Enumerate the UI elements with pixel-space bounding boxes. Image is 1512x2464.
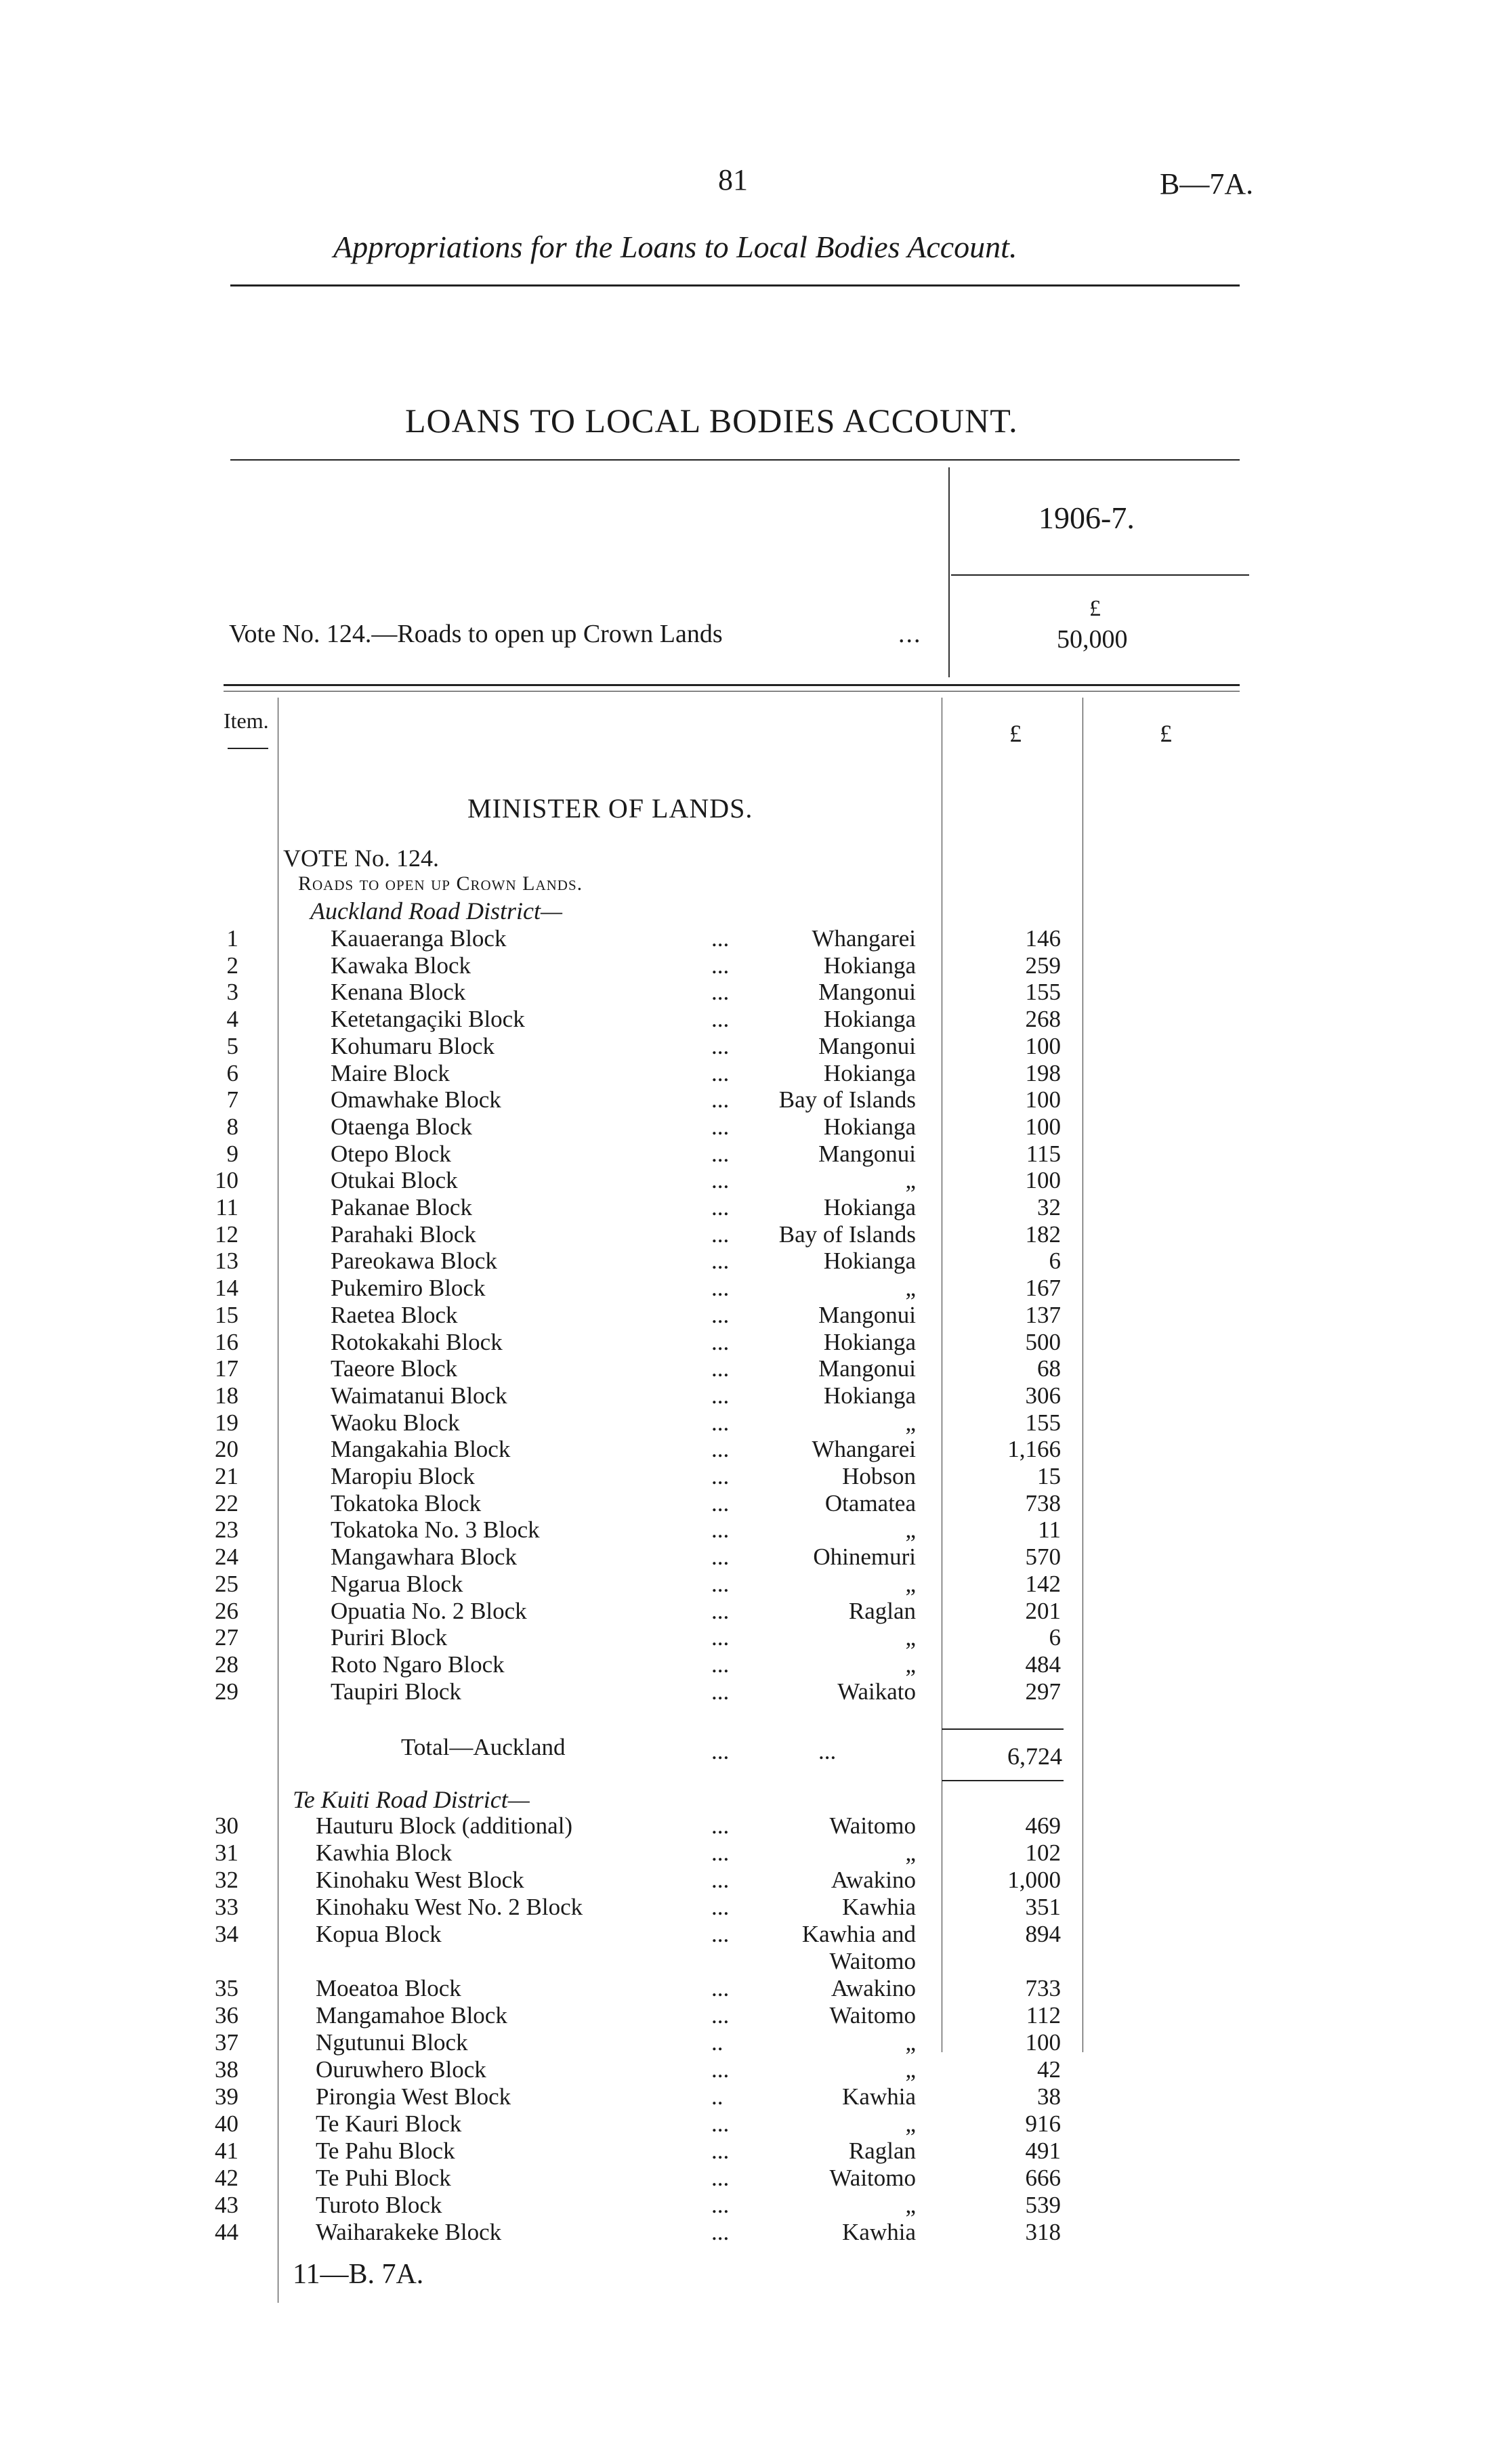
amount: 297 — [1025, 1678, 1061, 1705]
amount: 182 — [1025, 1220, 1061, 1248]
block-name: Mangawhara Block — [331, 1544, 518, 1571]
block-name: Maire Block — [331, 1059, 450, 1086]
road-district: Bay of Islands — [778, 1220, 916, 1248]
amount: 100 — [1025, 1086, 1061, 1113]
amount: 351 — [1025, 1894, 1061, 1920]
table-row — [0, 1248, 1512, 1275]
amount: 318 — [1025, 2219, 1061, 2245]
minister-heading: MINISTER OF LANDS. — [467, 793, 753, 824]
road-district: Hokianga — [823, 1248, 916, 1275]
amount: 484 — [1025, 1651, 1061, 1678]
block-name: Roto Ngaro Block — [331, 1651, 505, 1678]
table-row — [0, 1516, 1512, 1544]
total-dots: ... — [711, 1738, 730, 1764]
leader-dots: ... — [711, 1328, 730, 1355]
table-row — [0, 2219, 1512, 2246]
table-row — [0, 1086, 1512, 1113]
district-heading-te-kuiti: Te Kuiti Road District— — [293, 1786, 530, 1813]
item-number: 13 — [215, 1248, 238, 1275]
item-number: 18 — [215, 1382, 238, 1409]
block-name: Otaenga Block — [331, 1113, 472, 1140]
road-district: „ — [905, 1516, 916, 1544]
item-number: 34 — [215, 1921, 238, 1947]
road-district: Mangonui — [818, 1301, 916, 1328]
leader-dots: ... — [711, 1194, 730, 1220]
road-district: Mangonui — [818, 1140, 916, 1167]
leader-dots: ... — [711, 2056, 730, 2083]
table-row — [0, 1921, 1512, 1974]
block-name: Waiharakeke Block — [316, 2219, 502, 2245]
leader-dots: ... — [711, 1355, 730, 1382]
item-number: 16 — [215, 1328, 238, 1355]
leader-dots: ... — [711, 952, 730, 979]
item-number: 39 — [215, 2083, 238, 2110]
road-district: Ohinemuri — [813, 1544, 916, 1571]
amount: 11 — [1038, 1516, 1061, 1544]
item-number: 36 — [215, 2002, 238, 2028]
block-name: Tokatoka Block — [331, 1489, 482, 1516]
item-number: 23 — [215, 1516, 238, 1544]
total-bottom-rule — [942, 1780, 1064, 1781]
item-number: 35 — [215, 1975, 238, 2001]
item-number: 20 — [215, 1436, 238, 1463]
table-row — [0, 1167, 1512, 1194]
total-amount: 6,724 — [1007, 1743, 1062, 1770]
table-row — [0, 2083, 1512, 2110]
item-header-rule — [228, 748, 268, 749]
leader-dots: ... — [711, 1059, 730, 1086]
road-district-continued: Waitomo — [829, 1948, 916, 1974]
block-name: Otepo Block — [331, 1140, 451, 1167]
road-district: „ — [905, 2029, 916, 2056]
road-district: Kawhia and — [801, 1921, 916, 1947]
road-district: Awakino — [831, 1975, 916, 2001]
amount: 38 — [1037, 2083, 1061, 2110]
table-row — [0, 1113, 1512, 1141]
amount: 68 — [1037, 1355, 1061, 1382]
amount: 500 — [1025, 1328, 1061, 1355]
title-rule — [230, 284, 1240, 286]
table-row — [0, 1463, 1512, 1490]
leader-dots: ... — [711, 1894, 730, 1920]
item-number: 21 — [215, 1463, 238, 1489]
item-number: 19 — [215, 1409, 238, 1436]
leader-dots: ... — [711, 1248, 730, 1275]
leader-dots: ... — [711, 1382, 730, 1409]
road-district: „ — [905, 2056, 916, 2083]
item-number: 38 — [215, 2056, 238, 2083]
year-box-divider — [948, 467, 950, 677]
block-name: Kauaeranga Block — [331, 925, 507, 952]
item-number: 12 — [215, 1220, 238, 1248]
table-row — [0, 1975, 1512, 2002]
table-row — [0, 1355, 1512, 1382]
item-number: 3 — [226, 979, 238, 1006]
item-number: 43 — [215, 2192, 238, 2218]
block-name: Raetea Block — [331, 1301, 458, 1328]
amount: 666 — [1025, 2165, 1061, 2191]
road-district: „ — [905, 1624, 916, 1651]
road-district: Bay of Islands — [778, 1086, 916, 1113]
leader-dots: ... — [711, 2219, 730, 2245]
table-row — [0, 2029, 1512, 2056]
account-title: LOANS TO LOCAL BODIES ACCOUNT. — [405, 402, 1018, 440]
block-name: Ouruwhero Block — [316, 2056, 486, 2083]
table-top-rule — [224, 684, 1240, 686]
year-label: 1906-7. — [1038, 501, 1135, 535]
item-number: 14 — [215, 1275, 238, 1302]
leader-dots: ... — [711, 1032, 730, 1059]
road-district: Hobson — [842, 1463, 916, 1489]
leader-dots: ... — [711, 2192, 730, 2218]
amount-column-header: £ — [1009, 720, 1022, 747]
block-name: Ngutunui Block — [316, 2029, 468, 2056]
item-number: 11 — [215, 1194, 238, 1220]
amount: 894 — [1025, 1921, 1061, 1947]
leader-dots: ... — [711, 1840, 730, 1866]
road-district: Hokianga — [823, 1059, 916, 1086]
amount: 1,166 — [1007, 1436, 1061, 1463]
total-column-header: £ — [1160, 720, 1172, 747]
leader-dots: ... — [711, 1570, 730, 1597]
amount: 142 — [1025, 1570, 1061, 1597]
item-number: 27 — [215, 1624, 238, 1651]
block-name: Kenana Block — [331, 979, 466, 1006]
amount: 146 — [1025, 925, 1061, 952]
leader-dots: ... — [711, 1086, 730, 1113]
amount: 201 — [1025, 1597, 1061, 1624]
leader-dots: ... — [711, 925, 730, 952]
item-number: 4 — [226, 1006, 238, 1033]
block-name: Ngarua Block — [331, 1570, 463, 1597]
leader-dots: ... — [711, 1436, 730, 1463]
road-district: „ — [905, 1409, 916, 1436]
amount: 100 — [1025, 1032, 1061, 1059]
road-district: Hokianga — [823, 1328, 916, 1355]
leader-dots: ... — [711, 1516, 730, 1544]
item-number: 41 — [215, 2138, 238, 2164]
road-district: Kawhia — [842, 1894, 916, 1920]
leader-dots: ... — [711, 1651, 730, 1678]
leader-dots: ... — [711, 1812, 730, 1839]
item-number: 24 — [215, 1544, 238, 1571]
leader-dots: ... — [711, 1113, 730, 1140]
road-district: Raglan — [848, 2138, 916, 2164]
leader-dots: ... — [711, 1921, 730, 1947]
table-row — [0, 952, 1512, 979]
leader-dots: ... — [711, 1140, 730, 1167]
table-row — [0, 1060, 1512, 1087]
table-row — [0, 1194, 1512, 1221]
block-name: Omawhake Block — [331, 1086, 501, 1113]
vote-amount: 50,000 — [1057, 625, 1128, 654]
road-district: Whangarei — [812, 1436, 916, 1463]
table-row — [0, 2056, 1512, 2083]
amount: 916 — [1025, 2110, 1061, 2137]
amount: 268 — [1025, 1006, 1061, 1033]
block-name: Pukemiro Block — [331, 1275, 486, 1302]
running-title: Appropriations for the Loans to Local Bodies Account. — [333, 230, 1017, 264]
item-number: 9 — [226, 1140, 238, 1167]
road-district: Kawhia — [842, 2219, 916, 2245]
road-district: Kawhia — [842, 2083, 916, 2110]
table-row — [0, 1302, 1512, 1329]
district-heading-auckland: Auckland Road District— — [310, 897, 562, 925]
block-name: Te Pahu Block — [316, 2138, 455, 2164]
block-name: Kawhia Block — [316, 1840, 453, 1866]
table-row — [0, 979, 1512, 1006]
leader-dots: ... — [711, 1867, 730, 1893]
block-name: Kinohaku West Block — [316, 1867, 524, 1893]
block-name: Mangamahoe Block — [316, 2002, 507, 2028]
leader-dots: ... — [711, 979, 730, 1006]
block-name: Taeore Block — [331, 1355, 458, 1382]
road-district: Hokianga — [823, 1006, 916, 1033]
item-number: 10 — [215, 1167, 238, 1194]
vote-currency: £ — [1089, 596, 1101, 621]
amount: 112 — [1026, 2002, 1061, 2028]
table-row — [0, 1544, 1512, 1571]
road-district: Waikato — [837, 1678, 916, 1705]
item-number: 40 — [215, 2110, 238, 2137]
item-number: 28 — [215, 1651, 238, 1678]
block-name: Kopua Block — [316, 1921, 442, 1947]
year-rule — [951, 574, 1249, 576]
block-name: Waimatanui Block — [331, 1382, 507, 1409]
amount: 155 — [1025, 1409, 1061, 1436]
footer-signature: 11—B. 7A. — [293, 2259, 424, 2290]
amount: 102 — [1025, 1840, 1061, 1866]
road-district: „ — [905, 2192, 916, 2218]
table-row — [0, 1812, 1512, 1840]
block-name: Moeatoa Block — [316, 1975, 461, 2001]
amount: 100 — [1025, 2029, 1061, 2056]
item-number: 29 — [215, 1678, 238, 1705]
leader-dots: ... — [711, 1489, 730, 1516]
vote-heading: VOTE No. 124. — [283, 845, 439, 872]
amount: 32 — [1037, 1194, 1061, 1220]
amount: 738 — [1025, 1489, 1061, 1516]
table-row — [0, 1382, 1512, 1409]
item-number: 32 — [215, 1867, 238, 1893]
item-number: 31 — [215, 1840, 238, 1866]
amount: 491 — [1025, 2138, 1061, 2164]
item-column-header: Item. — [224, 708, 269, 733]
item-number: 42 — [215, 2165, 238, 2191]
road-district: „ — [905, 2110, 916, 2137]
vote-dots: ... — [898, 620, 922, 648]
road-district: Waitomo — [829, 1812, 916, 1839]
road-district: Hokianga — [823, 1194, 916, 1220]
item-number: 22 — [215, 1489, 238, 1516]
vote-label: Vote No. 124.—Roads to open up Crown Lands — [229, 620, 723, 648]
item-number: 26 — [215, 1597, 238, 1624]
table-row — [0, 1006, 1512, 1033]
road-district: Mangonui — [818, 1032, 916, 1059]
block-name: Tokatoka No. 3 Block — [331, 1516, 540, 1544]
leader-dots: ... — [711, 1597, 730, 1624]
block-name: Opuatia No. 2 Block — [331, 1597, 527, 1624]
table-row — [0, 1409, 1512, 1437]
block-name: Otukai Block — [331, 1167, 458, 1194]
amount: 1,000 — [1007, 1867, 1061, 1893]
block-name: Te Puhi Block — [316, 2165, 451, 2191]
amount: 15 — [1037, 1463, 1061, 1489]
amount: 198 — [1025, 1059, 1061, 1086]
table-row — [0, 1275, 1512, 1302]
leader-dots: ... — [711, 2110, 730, 2137]
page-number: 81 — [718, 163, 748, 196]
block-name: Mangakahia Block — [331, 1436, 511, 1463]
table-top-rule-2 — [224, 691, 1240, 692]
table-row — [0, 1894, 1512, 1921]
block-name: Puriri Block — [331, 1624, 448, 1651]
road-district: Awakino — [831, 1867, 916, 1893]
item-number: 25 — [215, 1570, 238, 1597]
amount: 570 — [1025, 1544, 1061, 1571]
leader-dots: ... — [711, 1006, 730, 1033]
table-row — [0, 1598, 1512, 1625]
total-dots-2: ... — [818, 1738, 837, 1764]
total-label: Total—Auckland — [401, 1734, 566, 1760]
amount: 100 — [1025, 1167, 1061, 1194]
block-name: Maropiu Block — [331, 1463, 475, 1489]
leader-dots: ... — [711, 1409, 730, 1436]
table-row — [0, 2138, 1512, 2165]
table-row — [0, 1141, 1512, 1168]
leader-dots: ... — [711, 1624, 730, 1651]
item-number: 44 — [215, 2219, 238, 2245]
leader-dots: ... — [711, 1275, 730, 1302]
item-number: 5 — [226, 1032, 238, 1059]
item-number: 17 — [215, 1355, 238, 1382]
table-row — [0, 1436, 1512, 1463]
item-number: 2 — [226, 952, 238, 979]
table-row — [0, 925, 1512, 952]
table-row — [0, 2110, 1512, 2138]
leader-dots: .. — [711, 2029, 723, 2056]
road-district: Raglan — [848, 1597, 916, 1624]
leader-dots: ... — [711, 1167, 730, 1194]
section-heading: Roads to open up Crown Lands. — [298, 872, 583, 895]
leader-dots: ... — [711, 1301, 730, 1328]
amount: 259 — [1025, 952, 1061, 979]
leader-dots: ... — [711, 1544, 730, 1571]
item-number: 1 — [226, 925, 238, 952]
amount: 539 — [1025, 2192, 1061, 2218]
table-row — [0, 1624, 1512, 1651]
road-district: Hokianga — [823, 952, 916, 979]
table-row — [0, 1490, 1512, 1517]
block-name: Kawaka Block — [331, 952, 471, 979]
block-name: Parahaki Block — [331, 1220, 476, 1248]
document-reference: B—7A. — [1160, 167, 1254, 200]
block-name: Ketetangaçiki Block — [331, 1006, 525, 1033]
road-district: „ — [905, 1570, 916, 1597]
item-number: 33 — [215, 1894, 238, 1920]
amount: 306 — [1025, 1382, 1061, 1409]
road-district: Whangarei — [812, 925, 916, 952]
road-district: Hokianga — [823, 1382, 916, 1409]
leader-dots: .. — [711, 2083, 723, 2110]
item-number: 37 — [215, 2029, 238, 2056]
road-district: Waitomo — [829, 2165, 916, 2191]
item-number: 30 — [215, 1812, 238, 1839]
road-district: „ — [905, 1840, 916, 1866]
road-district: Hokianga — [823, 1113, 916, 1140]
road-district: Mangonui — [818, 1355, 916, 1382]
amount: 42 — [1037, 2056, 1061, 2083]
amount: 6 — [1049, 1248, 1061, 1275]
amount: 6 — [1049, 1624, 1061, 1651]
table-row — [0, 2002, 1512, 2029]
table-row — [0, 1678, 1512, 1705]
item-number: 8 — [226, 1113, 238, 1140]
table-row — [0, 1571, 1512, 1598]
amount: 137 — [1025, 1301, 1061, 1328]
block-name: Waoku Block — [331, 1409, 460, 1436]
block-name: Te Kauri Block — [316, 2110, 462, 2137]
block-name: Pareokawa Block — [331, 1248, 497, 1275]
table-row — [0, 1221, 1512, 1248]
leader-dots: ... — [711, 2165, 730, 2191]
table-row — [0, 1033, 1512, 1060]
block-name: Turoto Block — [316, 2192, 442, 2218]
amount: 155 — [1025, 979, 1061, 1006]
block-name: Kohumaru Block — [331, 1032, 495, 1059]
leader-dots: ... — [711, 1463, 730, 1489]
table-row — [0, 1840, 1512, 1867]
table-row — [0, 2165, 1512, 2192]
leader-dots: ... — [711, 1678, 730, 1705]
item-number: 7 — [226, 1086, 238, 1113]
total-top-rule — [942, 1728, 1064, 1730]
block-name: Pakanae Block — [331, 1194, 472, 1220]
block-name: Pirongia West Block — [316, 2083, 511, 2110]
leader-dots: ... — [711, 1220, 730, 1248]
amount: 167 — [1025, 1275, 1061, 1302]
block-name: Kinohaku West No. 2 Block — [316, 1894, 583, 1920]
amount: 469 — [1025, 1812, 1061, 1839]
road-district: Mangonui — [818, 979, 916, 1006]
road-district: „ — [905, 1167, 916, 1194]
road-district: Waitomo — [829, 2002, 916, 2028]
leader-dots: ... — [711, 2002, 730, 2028]
leader-dots: ... — [711, 1975, 730, 2001]
item-number: 15 — [215, 1301, 238, 1328]
block-name: Taupiri Block — [331, 1678, 461, 1705]
table-row — [0, 1651, 1512, 1678]
amount: 115 — [1026, 1140, 1061, 1167]
road-district: Otamatea — [824, 1489, 916, 1516]
table-row — [0, 2192, 1512, 2219]
account-rule — [230, 459, 1240, 461]
amount: 100 — [1025, 1113, 1061, 1140]
block-name: Rotokakahi Block — [331, 1328, 503, 1355]
road-district: „ — [905, 1651, 916, 1678]
table-row — [0, 1867, 1512, 1894]
block-name: Hauturu Block (additional) — [316, 1812, 573, 1839]
amount: 733 — [1025, 1975, 1061, 2001]
road-district: „ — [905, 1275, 916, 1302]
table-row — [0, 1329, 1512, 1356]
item-number: 6 — [226, 1059, 238, 1086]
leader-dots: ... — [711, 2138, 730, 2164]
